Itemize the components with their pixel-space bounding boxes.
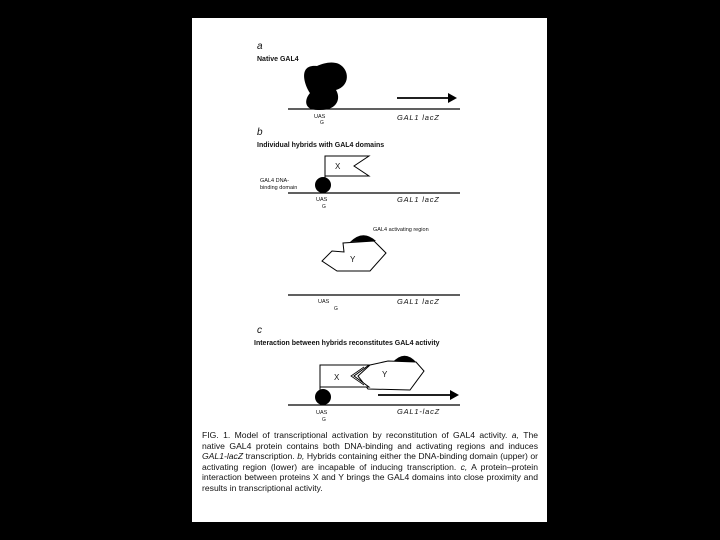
protein-x-label-c: X <box>334 373 340 382</box>
uas-sub-c: G <box>322 417 326 423</box>
protein-y-label-c: Y <box>382 370 388 379</box>
dbd-label-line1: GAL4 DNA- <box>260 178 290 184</box>
caption-panel-c: c, <box>460 461 468 472</box>
panel-c-title: Interaction between hybrids reconstitutes GAL4 activity <box>254 340 440 347</box>
gene-label-b-bottom: GAL1 lacZ <box>397 297 440 306</box>
caption-panel-a: a, <box>511 430 519 440</box>
caption-text-3: transcription. <box>243 451 298 462</box>
uas-label-b-bottom: UAS <box>318 299 330 305</box>
caption-text-5: A protein–protein interaction between proteins X and Y brings the GAL4 domains into close proximity and results in transcriptional activity. <box>202 461 538 493</box>
arrowhead-a <box>448 93 457 103</box>
activating-region-label: GAL4 activating region <box>373 227 429 233</box>
figure-page <box>192 18 547 522</box>
uas-sub-b-bottom: G <box>334 306 338 312</box>
panel-c-letter: c <box>257 325 262 336</box>
arrowhead-c <box>450 390 459 400</box>
caption-gene: GAL1-lacZ <box>202 451 244 462</box>
caption-fig-number: FIG. 1. <box>202 430 231 440</box>
gene-label-c: GAL1-lacZ <box>397 407 441 416</box>
gene-label-a: GAL1 lacZ <box>397 113 440 122</box>
dna-binding-domain <box>315 177 331 193</box>
panel-b-title: Individual hybrids with GAL4 domains <box>257 142 385 149</box>
protein-x-label-b: X <box>335 162 341 171</box>
uas-label-a: UAS <box>314 114 326 120</box>
caption-text-4: Hybrids containing either the DNA-binding domain (upper) or activating region (lower) are incapable of inducing transcription. <box>202 451 538 472</box>
figure-caption <box>202 430 538 494</box>
uas-sub-a: G <box>320 120 324 126</box>
caption-panel-b: b, <box>297 451 305 462</box>
caption-text-1: Model of transcriptional activation by reconstitution of GAL4 activity. <box>230 430 512 440</box>
panel-b-letter: b <box>257 127 263 138</box>
protein-y-label-b: Y <box>350 255 356 264</box>
uas-label-b-top: UAS <box>316 197 328 203</box>
uas-label-c: UAS <box>316 410 328 416</box>
panel-a-title: Native GAL4 <box>257 56 299 63</box>
dna-binding-domain-c <box>315 389 331 405</box>
protein-x-hybrid <box>325 156 369 176</box>
uas-sub-b-top: G <box>322 204 326 210</box>
panel-a-letter: a <box>257 41 263 52</box>
dbd-label-line2: binding domain <box>260 185 298 191</box>
caption-text-2: The native GAL4 protein contains both DNA-binding and activating regions and induces <box>202 430 539 451</box>
gene-label-b-top: GAL1 lacZ <box>397 195 440 204</box>
native-gal4-protein <box>304 63 347 111</box>
